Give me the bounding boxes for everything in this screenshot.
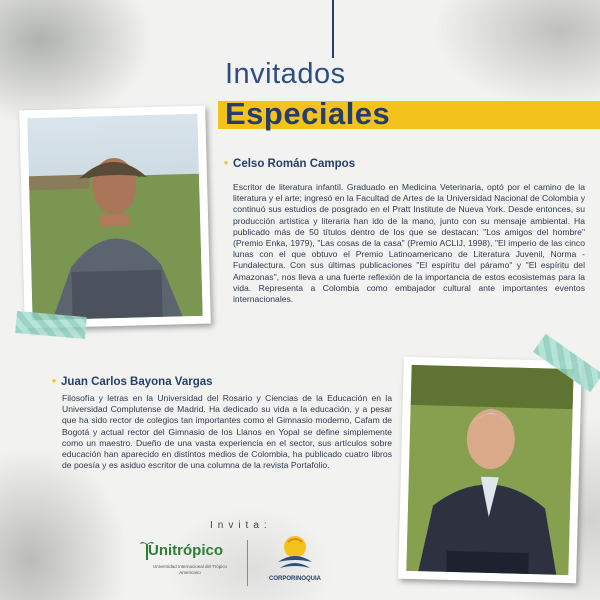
guest-2-name [52, 376, 213, 388]
guest-1-photo [19, 106, 211, 329]
unitropico-logo [140, 538, 230, 593]
logo-separator [247, 540, 248, 586]
invita-label: Invita: [210, 520, 272, 531]
guest-2-photo-image [406, 365, 573, 575]
guest-1-name-text: Celso Román Campos [233, 158, 356, 170]
title-especiales: Especiales [225, 96, 391, 131]
guest-1-name [224, 158, 355, 170]
corporinoquia-emblem-icon [260, 532, 330, 576]
guest-1-bio: Escritor de literatura infantil. Graduado en Medicina Veterinaria, optó por el camino de la literatura y el arte; ingresó en la Facultad de Artes de la Universidad Nacional de Colombia y continuó sus estudios de posgrado en el Pratt Institute de Nueva York. Desde entonces, su producción artística y literaria han ido de la mano, junto con su mensaje ambiental. Ha publicado más de 50 títulos dentro de los que se destacan: "Los amigos del hombre" (Premio Enka, 1979), "Las cosas de la casa" (Premio ACLIJ, 1998), "El imperio de las cinco lunas con el que obtuvo el Premio Latinoamericano de Literatura Juvenil, Norma - Fundalectura. Con sus últimas publicaciones "El espíritu del páramo" y "El espíritu del Amazonas", nos lleva a una fuerte reflexión de la importancia de estos ecosistemas para la vida. Representa a Colombia como embajador cultural ante importantes eventos internacionales. [233, 182, 585, 305]
guest-1-photo-image [27, 114, 202, 320]
guest-2-bio: Filosofía y letras en la Universidad del Rosario y Ciencias de la Educación en la Universidad Complutense de Madrid. Ha dedicado su vida a la educación, y a pesar que ha sido rector de colegios tan importantes como el Gimnasio moderno, Cafam de Bogotá y actual rector del Gimnasio de los Llanos en Yopal se define simplemente como un maestro. Dueño de una vasta experiencia en el sector, sus artículos sobre educación han aparecido en distintos medios de Colombia, ha publicado cuatro libros de poesía y es asiduo escritor de una columna de la revista Portafolio. [62, 393, 392, 471]
corporinoquia-name: CORPORINOQUIA [268, 576, 321, 582]
bullet-dot: • [52, 376, 57, 388]
header-vertical-line [332, 0, 334, 58]
title-invitados: Invitados [225, 58, 346, 90]
bullet-dot: • [224, 158, 229, 170]
unitropico-subtitle: Universidad Internacional del Trópico Americano [152, 564, 228, 575]
guest-2-photo [398, 357, 582, 584]
unitropico-name: Unitrópico [148, 542, 223, 559]
corporinoquia-logo [260, 532, 330, 592]
guest-2-name-text: Juan Carlos Bayona Vargas [61, 376, 213, 388]
